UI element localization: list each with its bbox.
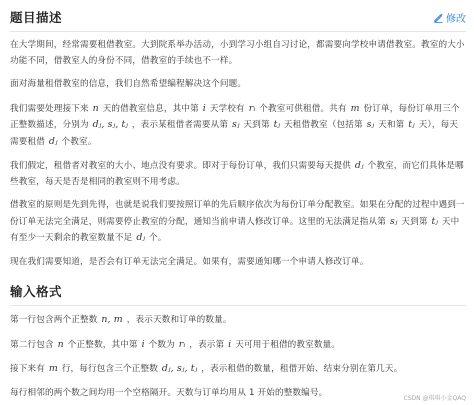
math: tⱼ	[273, 119, 281, 130]
paragraph: 现在我们需要知道，是否会有订单无法完全满足。如果有，需要通知哪一个申请人修改订单。	[10, 256, 369, 267]
paragraph: 面对海量租借教室的信息，我们自然希望编程解决这个问题。	[10, 79, 247, 89]
text: 个教室。	[61, 136, 97, 147]
math: dⱼ, sⱼ, tⱼ	[161, 363, 198, 374]
paragraph	[10, 158, 466, 190]
math: n	[92, 102, 99, 114]
edit-link[interactable]	[433, 10, 466, 25]
math: sⱼ	[366, 119, 375, 130]
math: tⱼ	[408, 119, 415, 130]
math: rᵢ	[178, 338, 186, 350]
text: ，表示第	[189, 339, 225, 350]
math: i	[228, 338, 232, 350]
text: 个。	[148, 233, 167, 243]
math: i	[141, 338, 145, 350]
paragraph: 每行相邻的两个数之间均用一个空格隔开。天数与订单均用从 1 开始的整数编号。	[10, 387, 328, 398]
edit-icon	[433, 12, 444, 23]
description-heading-row	[10, 6, 466, 28]
text: 个数为	[148, 339, 175, 350]
text: 接下来有	[10, 364, 45, 374]
paragraph	[10, 337, 466, 354]
text: 我们假定，租借者对教室的大小、地点没有要求。即对于每份订单，我们只需要每天提供	[10, 161, 352, 171]
text: ，表示租借的数量，租借开始、结束分别在第几天。	[201, 364, 403, 374]
math: m	[350, 102, 360, 114]
math: n	[57, 338, 64, 350]
text: 天和第	[378, 120, 405, 130]
paragraph	[10, 361, 466, 378]
text: 天），每天需要租借	[10, 120, 459, 147]
text: 个正整数，其中第	[67, 339, 138, 350]
math: i	[202, 102, 206, 114]
watermark: CSDN @琪琪小金QAQ	[403, 395, 466, 402]
math: n, m	[101, 314, 123, 325]
text: 天租借教室（包括第	[284, 120, 363, 130]
text: 第二行包含	[10, 339, 54, 350]
divider	[10, 305, 466, 306]
divider	[10, 31, 466, 32]
text: 我们需要处理接下来	[10, 103, 89, 114]
math: dⱼ	[136, 232, 146, 243]
text: ，表示天数和订单的数量。	[126, 315, 232, 325]
section-title-input: 输入格式	[10, 284, 63, 299]
math: dⱼ	[48, 135, 58, 147]
text: 个教室可供租借。共有	[259, 103, 347, 114]
text: 天到第	[243, 120, 270, 130]
text: 天到第	[401, 216, 428, 227]
text: 个教室，而它们具体是哪些教室，每天是否是相同的教室则不用考虑。	[10, 161, 464, 187]
math: sⱼ	[232, 119, 240, 130]
section-title-description: 题目描述	[10, 10, 63, 25]
text: 天可用于租借的教室数量。	[235, 339, 341, 350]
text: 天的借教室信息，其中第	[102, 103, 199, 114]
paragraph: 在大学期间，经常需要租借教室。大到院系举办活动，小到学习小组自习讨论，都需要向学校申请借教室。教室的大小功能不同，借教室人的身份不同，借教室的手续也不一样。	[10, 40, 465, 66]
math: rᵢ	[248, 102, 256, 114]
input-heading-row	[10, 280, 466, 302]
paragraph	[10, 101, 466, 151]
text: 借教室的原则是先到先得，也就是说我们要按照订单的先后顺序依次为每份订单分配教室。如果在分配的过程中遇到一份订单无法完全满足，则需要停止教室的分配，通知当前申请人修改订单。这里的无法满足指从第	[10, 200, 465, 227]
text: 份订单，每份订单用三个正整数描述，分别为	[10, 103, 460, 130]
text: 天学校有	[209, 103, 245, 114]
paragraph	[10, 312, 466, 329]
edit-label: 修改	[446, 13, 466, 25]
math: tⱼ	[431, 215, 439, 227]
text: 天中有至少一天剩余的教室数量不足	[10, 216, 460, 243]
text: 第一行包含两个正整数	[10, 315, 98, 325]
text: ，表示某租借者需要从第	[131, 120, 229, 130]
math: sⱼ	[389, 215, 398, 227]
math: dⱼ, sⱼ, tⱼ	[92, 119, 129, 130]
math: m	[48, 363, 58, 374]
math: dⱼ	[354, 160, 364, 171]
text: 行，每行包含三个正整数	[61, 364, 158, 374]
paragraph	[10, 198, 466, 247]
